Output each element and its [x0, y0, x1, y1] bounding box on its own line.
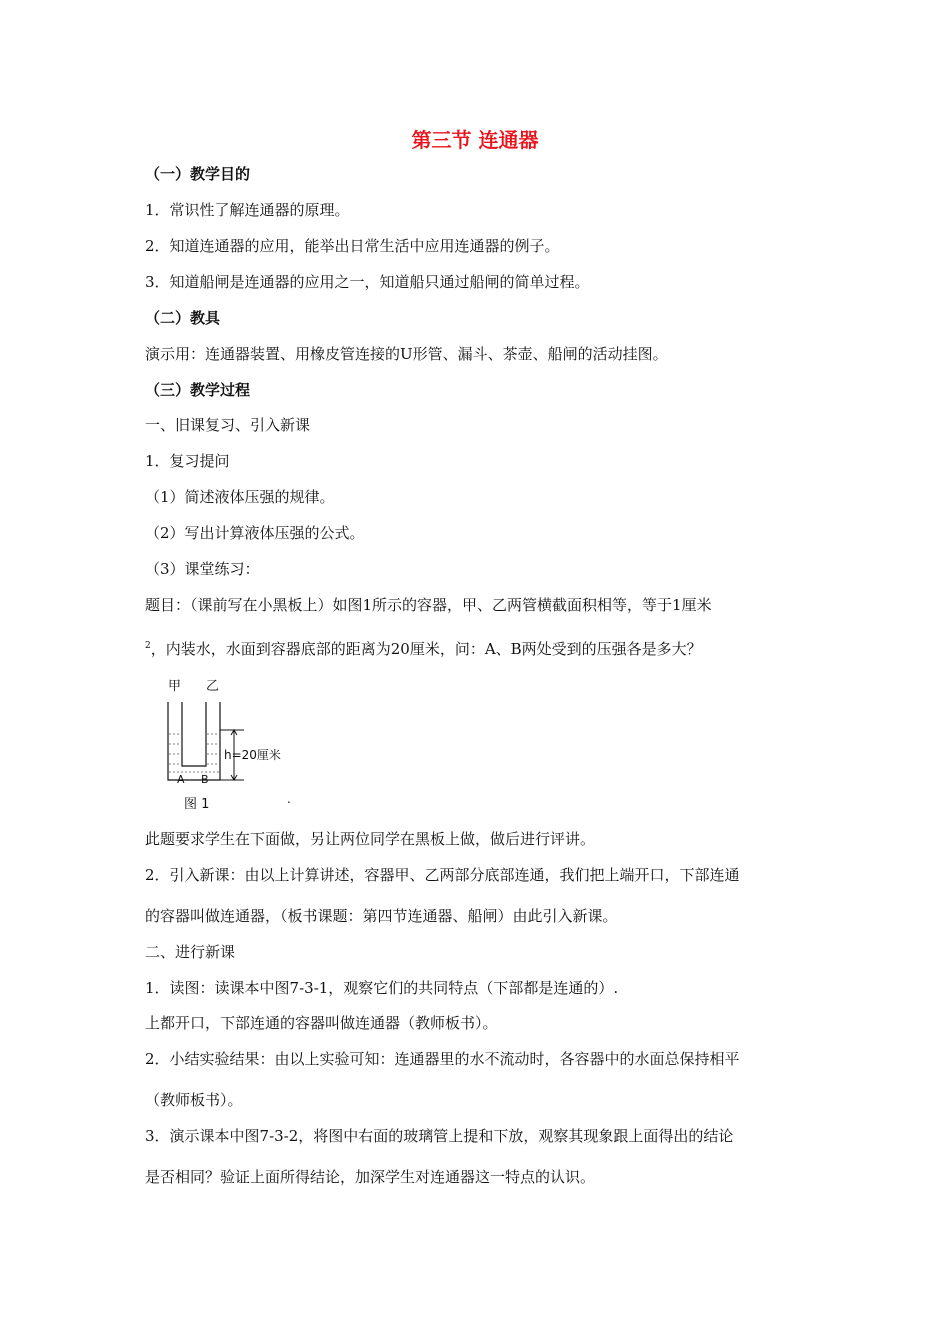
- paragraph-text: ，内装水，水面到容器底部的距离为20厘米，问：A、B两处受到的压强各是多大？: [150, 640, 702, 658]
- paragraph: 二、进行新课: [145, 943, 236, 961]
- paragraph: 一、旧课复习、引入新课: [145, 416, 311, 434]
- paragraph: 2．引入新课：由以上计算讲述，容器甲、乙两部分底部连通，我们把上端开口，下部连通: [145, 866, 740, 884]
- label-jia: 甲: [168, 679, 182, 694]
- label-a: A: [177, 773, 185, 786]
- stray-dot: .: [287, 792, 291, 806]
- paragraph: （2）写出计算液体压强的公式。: [145, 524, 365, 542]
- label-h: h=20厘米: [224, 748, 281, 762]
- label-yi: 乙: [206, 679, 220, 694]
- section-heading-tools: （二）教具: [145, 309, 221, 327]
- section-heading-objectives: （一）教学目的: [145, 165, 251, 183]
- paragraph: 3．演示课本中图7-3-2，将图中右面的玻璃管上提和下放，观察其现象跟上面得出的结论: [145, 1127, 734, 1145]
- paragraph: 2．小结实验结果：由以上实验可知：连通器里的水不流动时，各容器中的水面总保持相平: [145, 1050, 740, 1068]
- paragraph: （教师板书）。: [145, 1091, 243, 1109]
- paragraph: （3）课堂练习：: [145, 560, 260, 578]
- paragraph: 题目：（课前写在小黑板上）如图1所示的容器，甲、乙两管横截面积相等，等于1厘米: [145, 596, 712, 614]
- paragraph: 上都开口，下部连通的容器叫做连通器（教师板书）。: [145, 1014, 498, 1032]
- paragraph: 1．常识性了解连通器的原理。: [145, 201, 350, 219]
- section-heading-process: （三）教学过程: [145, 381, 251, 399]
- figure-caption: 图 1: [184, 797, 210, 812]
- paragraph: 的容器叫做连通器，（板书课题：第四节连通器、船闸）由此引入新课。: [145, 907, 618, 925]
- paragraph: 1．复习提问: [145, 452, 230, 470]
- label-b: B: [201, 773, 209, 786]
- superscript: 2: [145, 641, 151, 651]
- paragraph: 演示用：连通器装置、用橡皮管连接的U形管、漏斗、茶壶、船闸的活动挂图。: [145, 345, 668, 363]
- page-title: 第三节 连通器: [411, 128, 539, 152]
- paragraph: 2．知道连通器的应用，能举出日常生活中应用连通器的例子。: [145, 237, 560, 255]
- paragraph: 此题要求学生在下面做，另让两位同学在黑板上做，做后进行评讲。: [145, 830, 596, 848]
- paragraph: 1．读图：读课本中图7-3-1，观察它们的共同特点（下部都是连通的）.: [145, 979, 619, 997]
- paragraph: [145, 636, 702, 659]
- paragraph: 是否相同？验证上面所得结论，加深学生对连通器这一特点的认识。: [145, 1168, 596, 1186]
- u-tube: [168, 702, 220, 780]
- paragraph: 3．知道船闸是连通器的应用之一，知道船只通过船闸的简单过程。: [145, 273, 590, 291]
- paragraph: （1）简述液体压强的规律。: [145, 488, 335, 506]
